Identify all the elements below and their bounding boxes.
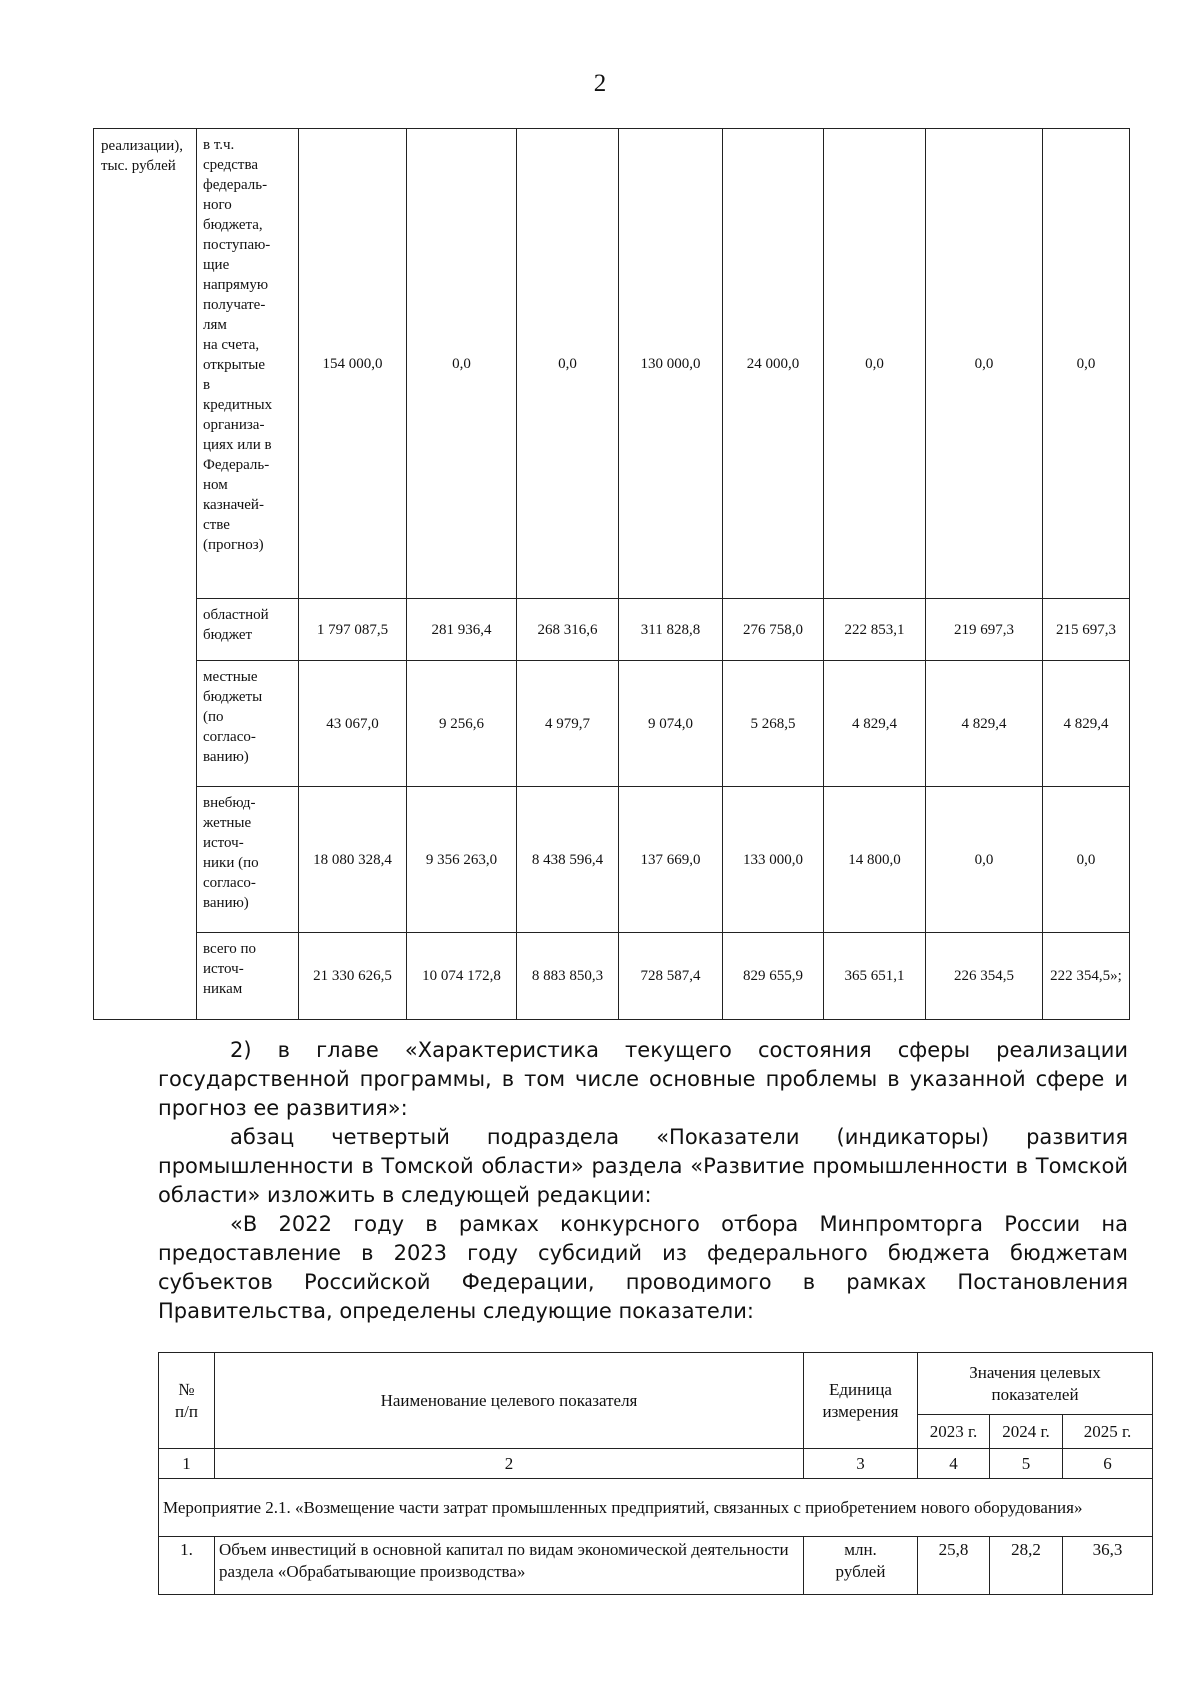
row-value: 36,3 xyxy=(1063,1537,1153,1595)
budget-cell: 0,0 xyxy=(1043,787,1130,933)
budget-cell: 133 000,0 xyxy=(723,787,824,933)
budget-cell: 728 587,4 xyxy=(619,933,723,1020)
column-number: 1 xyxy=(159,1449,215,1479)
budget-cell: 222 853,1 xyxy=(824,599,926,661)
budget-row-label: местные бюджеты (по согласо- ванию) xyxy=(197,661,299,787)
budget-cell: 10 074 172,8 xyxy=(407,933,517,1020)
column-number: 3 xyxy=(804,1449,918,1479)
row-name: Объем инвестиций в основной капитал по видам экономической деятельности раздела «Обрабатывающие производства» xyxy=(215,1537,804,1595)
budget-cell: 281 936,4 xyxy=(407,599,517,661)
header-year: 2024 г. xyxy=(990,1415,1063,1449)
budget-cell: 130 000,0 xyxy=(619,129,723,599)
budget-cell: 8 883 850,3 xyxy=(517,933,619,1020)
budget-cell: 829 655,9 xyxy=(723,933,824,1020)
budget-cell: 268 316,6 xyxy=(517,599,619,661)
row-unit: млн. рублей xyxy=(804,1537,918,1595)
budget-cell: 276 758,0 xyxy=(723,599,824,661)
row-value: 25,8 xyxy=(918,1537,990,1595)
budget-cell: 365 651,1 xyxy=(824,933,926,1020)
budget-cell: 0,0 xyxy=(517,129,619,599)
budget-cell: 5 268,5 xyxy=(723,661,824,787)
budget-row-label: в т.ч. средства федераль- ного бюджета, поступаю- щие напрямую получате- лям на счета, открытые в кредитных организа- циях или в Федераль- ном казначей- стве (прогноз) xyxy=(197,129,299,599)
budget-cell: 4 829,4 xyxy=(824,661,926,787)
budget-cell: 0,0 xyxy=(926,787,1043,933)
header-year: 2023 г. xyxy=(918,1415,990,1449)
budget-cell: 222 354,5»; xyxy=(1043,933,1130,1020)
budget-cell: 154 000,0 xyxy=(299,129,407,599)
budget-cell: 18 080 328,4 xyxy=(299,787,407,933)
budget-cell: 0,0 xyxy=(407,129,517,599)
paragraph-quote: «В 2022 году в рамках конкурсного отбора Минпромторга России на предоставление в 2023 году субсидий из федерального бюджета бюджетам субъектов Российской Федерации, проводимого в рамках Постановления Правительства, определены следующие показатели: xyxy=(158,1212,1128,1323)
header-name: Наименование целевого показателя xyxy=(215,1353,804,1449)
indicators-table xyxy=(158,1352,1153,1595)
column-number: 2 xyxy=(215,1449,804,1479)
budget-cell: 21 330 626,5 xyxy=(299,933,407,1020)
header-values-group: Значения целевых показателей xyxy=(918,1353,1153,1415)
budget-row-label: областной бюджет xyxy=(197,599,299,661)
budget-table xyxy=(93,128,1130,1020)
budget-cell: 226 354,5 xyxy=(926,933,1043,1020)
budget-cell: 43 067,0 xyxy=(299,661,407,787)
budget-cell: 24 000,0 xyxy=(723,129,824,599)
budget-cell: 9 074,0 xyxy=(619,661,723,787)
budget-cell: 0,0 xyxy=(926,129,1043,599)
budget-cell: 219 697,3 xyxy=(926,599,1043,661)
header-year: 2025 г. xyxy=(1063,1415,1153,1449)
budget-cell: 311 828,8 xyxy=(619,599,723,661)
budget-section-label: реализации), тыс. рублей xyxy=(94,129,197,1020)
header-num: № п/п xyxy=(159,1353,215,1449)
column-number: 5 xyxy=(990,1449,1063,1479)
budget-cell: 8 438 596,4 xyxy=(517,787,619,933)
header-unit: Единица измерения xyxy=(804,1353,918,1449)
budget-row-label: всего по источ- никам xyxy=(197,933,299,1020)
paragraph-abzac: абзац четвертый подраздела «Показатели (индикаторы) развития промышленности в Томской области» раздела «Развитие промышленности в Томской области» изложить в следующей редакции: xyxy=(158,1125,1128,1207)
budget-cell: 0,0 xyxy=(1043,129,1130,599)
paragraph-amendment-2: 2) в главе «Характеристика текущего состояния сферы реализации государственной программы, в том числе основные проблемы в указанной сфере и прогноз ее развития»: xyxy=(158,1038,1128,1120)
budget-cell: 215 697,3 xyxy=(1043,599,1130,661)
budget-cell: 9 256,6 xyxy=(407,661,517,787)
budget-cell: 0,0 xyxy=(824,129,926,599)
row-num: 1. xyxy=(159,1537,215,1595)
section-row: Мероприятие 2.1. «Возмещение части затрат промышленных предприятий, связанных с приобретением нового оборудования» xyxy=(159,1479,1153,1537)
page-number: 2 xyxy=(593,70,607,97)
budget-cell: 137 669,0 xyxy=(619,787,723,933)
budget-cell: 4 829,4 xyxy=(926,661,1043,787)
budget-cell: 1 797 087,5 xyxy=(299,599,407,661)
budget-cell: 4 829,4 xyxy=(1043,661,1130,787)
budget-cell: 4 979,7 xyxy=(517,661,619,787)
budget-row-label: внебюд- жетные источ- ники (по согласо- ванию) xyxy=(197,787,299,933)
column-number: 6 xyxy=(1063,1449,1153,1479)
budget-cell: 9 356 263,0 xyxy=(407,787,517,933)
budget-cell: 14 800,0 xyxy=(824,787,926,933)
column-number: 4 xyxy=(918,1449,990,1479)
row-value: 28,2 xyxy=(990,1537,1063,1595)
